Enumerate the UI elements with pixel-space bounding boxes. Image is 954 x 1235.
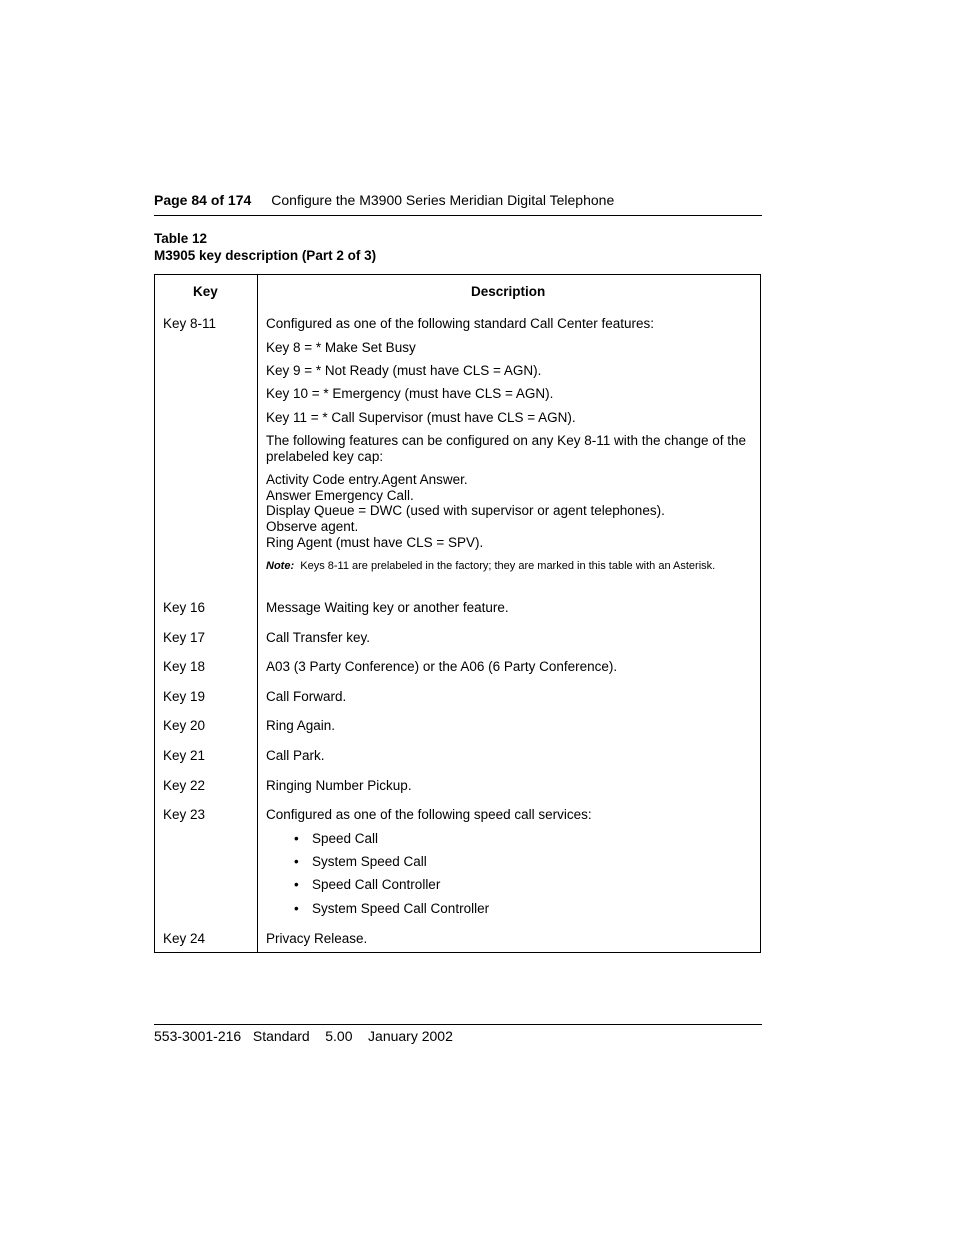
note-text: Keys 8-11 are prelabeled in the factory; they are marked in this table with an Asterisk. [300, 560, 716, 572]
row-desc-22: Ringing Number Pickup. [266, 778, 412, 793]
footer-divider [154, 1024, 762, 1025]
table-caption [154, 230, 376, 264]
row-desc-24: Privacy Release. [266, 931, 368, 946]
note [266, 559, 746, 573]
row-key-18: Key 18 [163, 659, 206, 674]
feature-item: Activity Code entry.Agent Answer. [266, 472, 468, 487]
row-desc-paragraph: The following features can be configured on any Key 8-11 with the change of the prelabeled key cap: [266, 433, 747, 464]
bullet-item: Speed Call Controller [312, 877, 441, 892]
row-key-8-11: Key 8-11 [163, 316, 217, 331]
column-header-key: Key [193, 284, 218, 299]
page-number: Page 84 of 174 [154, 192, 252, 208]
bullet-item: Speed Call [312, 831, 379, 846]
bullet-glyph: • [294, 831, 299, 846]
feature-item: Observe agent. [266, 519, 359, 534]
row-desc-16: Message Waiting key or another feature. [266, 600, 509, 615]
row-desc-21: Call Park. [266, 748, 325, 763]
column-header-description: Description [471, 284, 546, 299]
key-description-table [154, 274, 761, 953]
row-key-19: Key 19 [163, 689, 206, 704]
bullet-item: System Speed Call [312, 854, 427, 869]
row-desc-key9: Key 9 = * Not Ready (must have CLS = AGN). [266, 363, 542, 378]
row-key-23: Key 23 [163, 807, 206, 822]
row-key-22: Key 22 [163, 778, 206, 793]
row-desc-20: Ring Again. [266, 718, 336, 733]
row-key-24: Key 24 [163, 931, 206, 946]
bullet-glyph: • [294, 854, 299, 869]
row-desc-19: Call Forward. [266, 689, 347, 704]
row-key-16: Key 16 [163, 600, 206, 615]
page-footer: 553-3001-216 Standard 5.00 January 2002 [154, 1028, 453, 1044]
row-desc-intro: Configured as one of the following standard Call Center features: [266, 316, 654, 331]
table-number: Table 12 [154, 231, 208, 246]
row-desc-17: Call Transfer key. [266, 630, 371, 645]
note-label: Note: [266, 560, 295, 572]
row-key-17: Key 17 [163, 630, 206, 645]
column-divider [257, 275, 258, 952]
feature-item: Answer Emergency Call. [266, 488, 414, 503]
table-title: M3905 key description (Part 2 of 3) [154, 248, 377, 263]
bullet-item: System Speed Call Controller [312, 901, 490, 916]
row-key-21: Key 21 [163, 748, 206, 763]
row-desc-key11: Key 11 = * Call Supervisor (must have CLS = AGN). [266, 410, 576, 425]
bullet-glyph: • [294, 877, 299, 892]
row-key-20: Key 20 [163, 718, 206, 733]
feature-item: Display Queue = DWC (used with supervisor or agent telephones). [266, 503, 665, 518]
row-desc-key10: Key 10 = * Emergency (must have CLS = AGN). [266, 386, 554, 401]
row-desc-key8: Key 8 = * Make Set Busy [266, 340, 416, 355]
row-desc-18: A03 (3 Party Conference) or the A06 (6 Party Conference). [266, 659, 618, 674]
header-divider [154, 215, 762, 216]
chapter-title: Configure the M3900 Series Meridian Digital Telephone [271, 192, 615, 208]
feature-item: Ring Agent (must have CLS = SPV). [266, 535, 484, 550]
row-desc-23: Configured as one of the following speed call services: [266, 807, 592, 822]
page-header [154, 192, 762, 209]
bullet-glyph: • [294, 901, 299, 916]
